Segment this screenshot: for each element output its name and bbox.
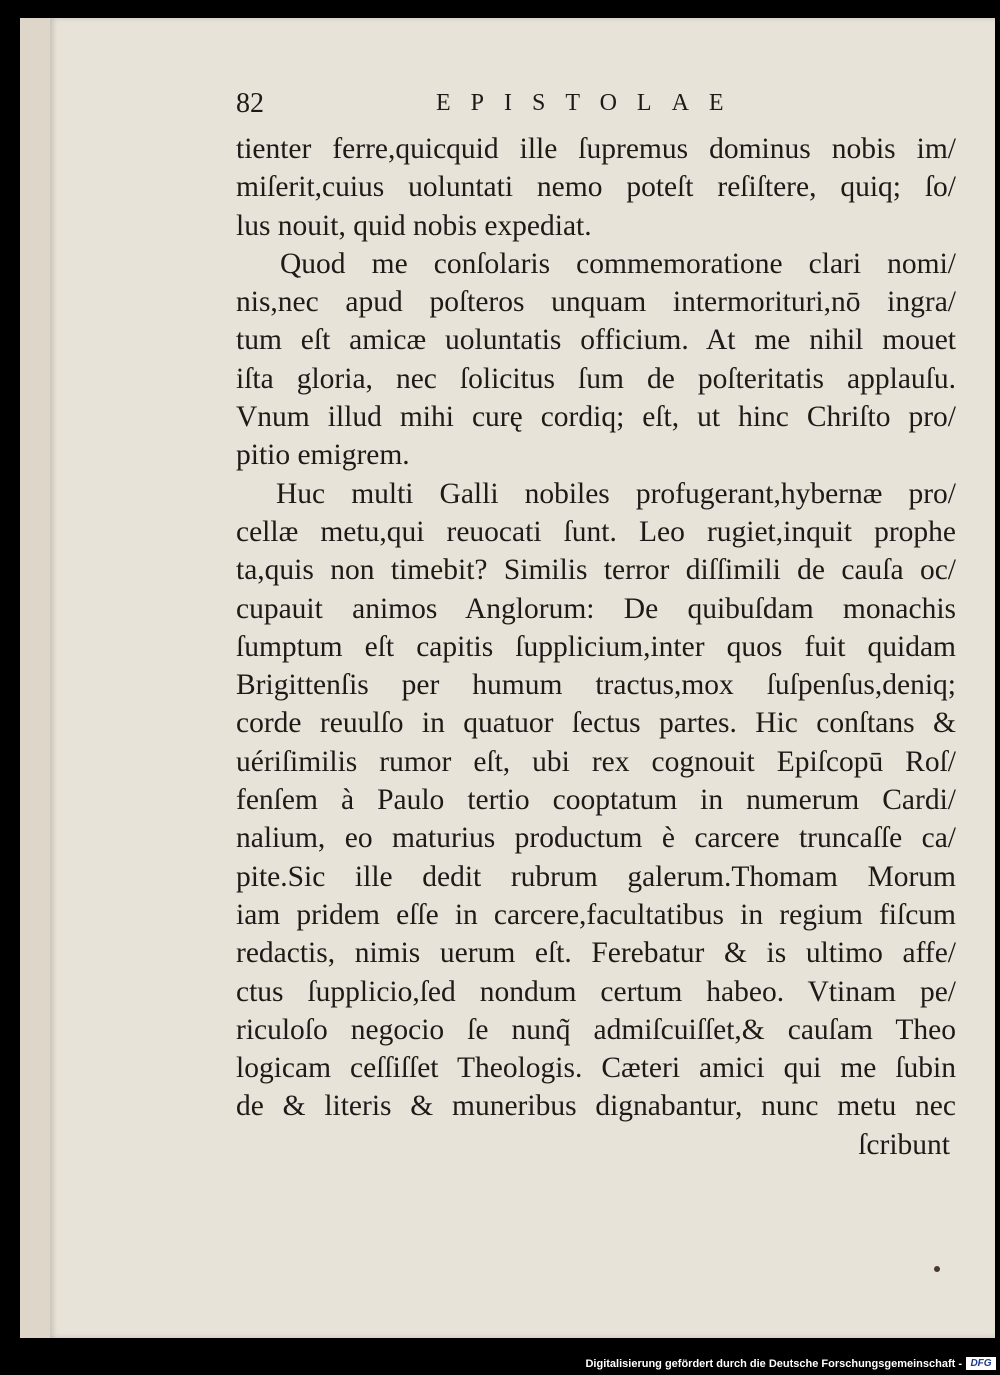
text-line: uériſimilis rumor eſt, ubi rex cognouit Epiſcopū Roſ/: [236, 745, 956, 778]
text-line: Vnum illud mihi curę cordiq; eſt, ut hinc Chriſto pro/: [236, 401, 956, 434]
text-line: nalium, eo maturius productum è carcere truncaſſe ca/: [236, 822, 956, 855]
text-line: redactis, nimis uerum eſt. Ferebatur & is ultimo affe/: [236, 937, 956, 970]
text-line: lus nouit, quid nobis expediat.: [236, 209, 592, 242]
text-line: Huc multi Galli nobiles profugerant,hybernæ pro/: [276, 477, 956, 510]
digitization-credit: Digitalisierung gefördert durch die Deutsche Forschungsgemeinschaft -: [585, 1358, 962, 1370]
text-line: corde reuulſo in quatuor ſectus partes. Hic conſtans &: [236, 707, 956, 740]
text-line: pite.Sic ille dedit rubrum galerum.Thomam Morum: [236, 860, 956, 893]
text-line: tum eſt amicæ uoluntatis officium. At me nihil mouet: [236, 324, 956, 357]
text-line: de & literis & muneribus dignabantur, nunc metu nec: [236, 1090, 956, 1123]
text-line: logicam ceſſiſſet Theologis. Cæteri amici qui me ſubin: [236, 1052, 956, 1085]
ink-spot: [934, 1266, 940, 1272]
text-line: riculoſo negocio ſe nunq̃ admiſcuiſſet,& cauſam Theo: [236, 1013, 956, 1046]
text-line: nis,nec apud poſteros unquam intermorituri,nō ingra/: [236, 286, 956, 319]
text-line: cellæ metu,qui reuocati ſunt. Leo rugiet,inquit prophe: [236, 515, 956, 548]
text-line: iam pridem eſſe in carcere,facultatibus in regium fiſcum: [236, 898, 956, 931]
text-line: fenſem à Paulo tertio cooptatum in numerum Cardi/: [236, 784, 956, 817]
text-line: pitio emigrem.: [236, 439, 410, 472]
running-title: EPISTOLAE: [436, 90, 744, 116]
dfg-logo: DFG: [966, 1357, 996, 1370]
text-line: Brigittenſis per humum tractus,mox ſuſpenſus,deniq;: [236, 669, 956, 702]
page-number: 82: [236, 88, 264, 119]
text-line: ſumptum eſt capitis ſupplicium,inter quos fuit quidam: [236, 630, 956, 663]
running-head: [236, 88, 956, 128]
catchword: ſcribunt: [858, 1128, 950, 1161]
text-line: cupauit animos Anglorum: De quibuſdam monachis: [236, 592, 956, 625]
body-text: [236, 130, 956, 1164]
text-line: iſta gloria, nec ſolicitus ſum de poſteritatis applauſu.: [236, 362, 956, 395]
text-line: miſerit,cuius uoluntati nemo poteſt reſiſtere, quiq; ſo/: [236, 171, 956, 204]
text-line: ctus ſupplicio,ſed nondum certum habeo. Vtinam pe/: [236, 975, 956, 1008]
text-line: ta,quis non timebit? Similis terror diſſimili de cauſa oc/: [236, 554, 956, 587]
text-line: Quod me conſolaris commemoratione clari nomi/: [280, 247, 956, 280]
text-line: tienter ferre,quicquid ille ſupremus dominus nobis im/: [236, 133, 956, 165]
